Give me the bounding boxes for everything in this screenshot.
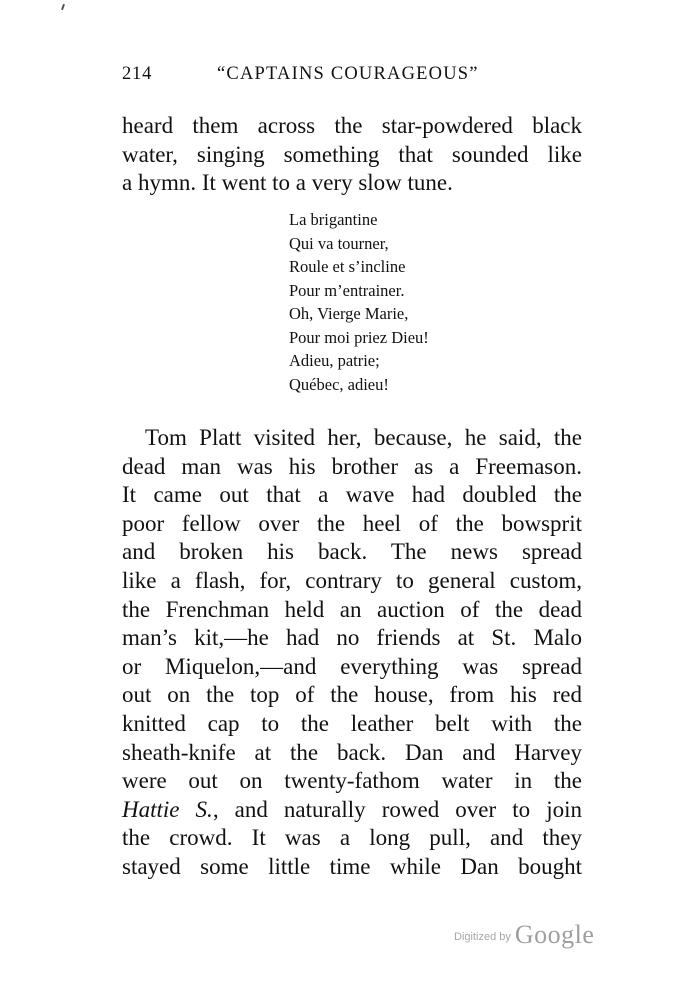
text-line: the Frenchman held an auction of the dead — [122, 596, 582, 622]
verse-line: Oh, Vierge Marie, — [289, 304, 409, 323]
verse-line: Adieu, patrie; — [289, 351, 380, 370]
text-line: and broken his back. The news spread — [122, 539, 582, 565]
google-logo: Google — [514, 920, 595, 949]
page-number: 214 — [122, 64, 153, 84]
text-line: knitted cap to the leather belt with the — [122, 710, 582, 736]
text-line: or Miquelon,—and everything was spread — [122, 653, 582, 679]
text-line: dead man was his brother as a Freemason. — [122, 453, 582, 479]
text-line: poor fellow over the heel of the bowsprit — [122, 510, 582, 536]
text-line: man’s kit,—he had no friends at St. Malo — [122, 625, 582, 651]
digitized-by-google-watermark — [454, 920, 604, 954]
text-line: water, singing something that sounded like — [122, 141, 582, 167]
text-line: heard them across the star-powdered black — [122, 113, 582, 138]
verse-line: Québec, adieu! — [289, 374, 389, 394]
watermark-prefix: Digitized by — [454, 931, 511, 943]
paragraph-2 — [122, 424, 582, 882]
text-fragment: , and naturally rowed over to join — [212, 796, 582, 822]
text-line: the crowd. It was a long pull, and they — [122, 825, 582, 851]
verse-line: Pour moi priez Dieu! — [289, 327, 429, 347]
stray-mark — [61, 4, 65, 10]
verse-line: Roule et s’incline — [289, 257, 406, 276]
text-line: out on the top of the house, from his red — [122, 682, 582, 708]
paragraph-1 — [122, 112, 582, 198]
text-line: sheath-knife at the back. Dan and Harvey — [122, 739, 582, 765]
text-line-with-italic — [122, 796, 582, 825]
ship-name: Hattie S. — [122, 796, 213, 822]
song-verse — [289, 208, 429, 396]
text-line: Tom Platt visited her, because, he said, the — [145, 425, 582, 450]
text-line: It came out that a wave had doubled the — [122, 482, 582, 508]
page-header — [122, 64, 580, 90]
text-line: a hymn. It went to a very slow tune. — [122, 170, 453, 196]
verse-line: Pour m’entrainer. — [289, 280, 405, 300]
text-line: were out on twenty-fathom water in the — [122, 768, 582, 794]
verse-line: La brigantine — [289, 210, 378, 229]
text-line: like a flash, for, contrary to general custom, — [122, 567, 582, 593]
text-line: stayed some little time while Dan bought — [122, 853, 582, 879]
running-title: “CAPTAINS COURAGEOUS” — [217, 64, 479, 84]
verse-line: Qui va tourner, — [289, 233, 389, 253]
